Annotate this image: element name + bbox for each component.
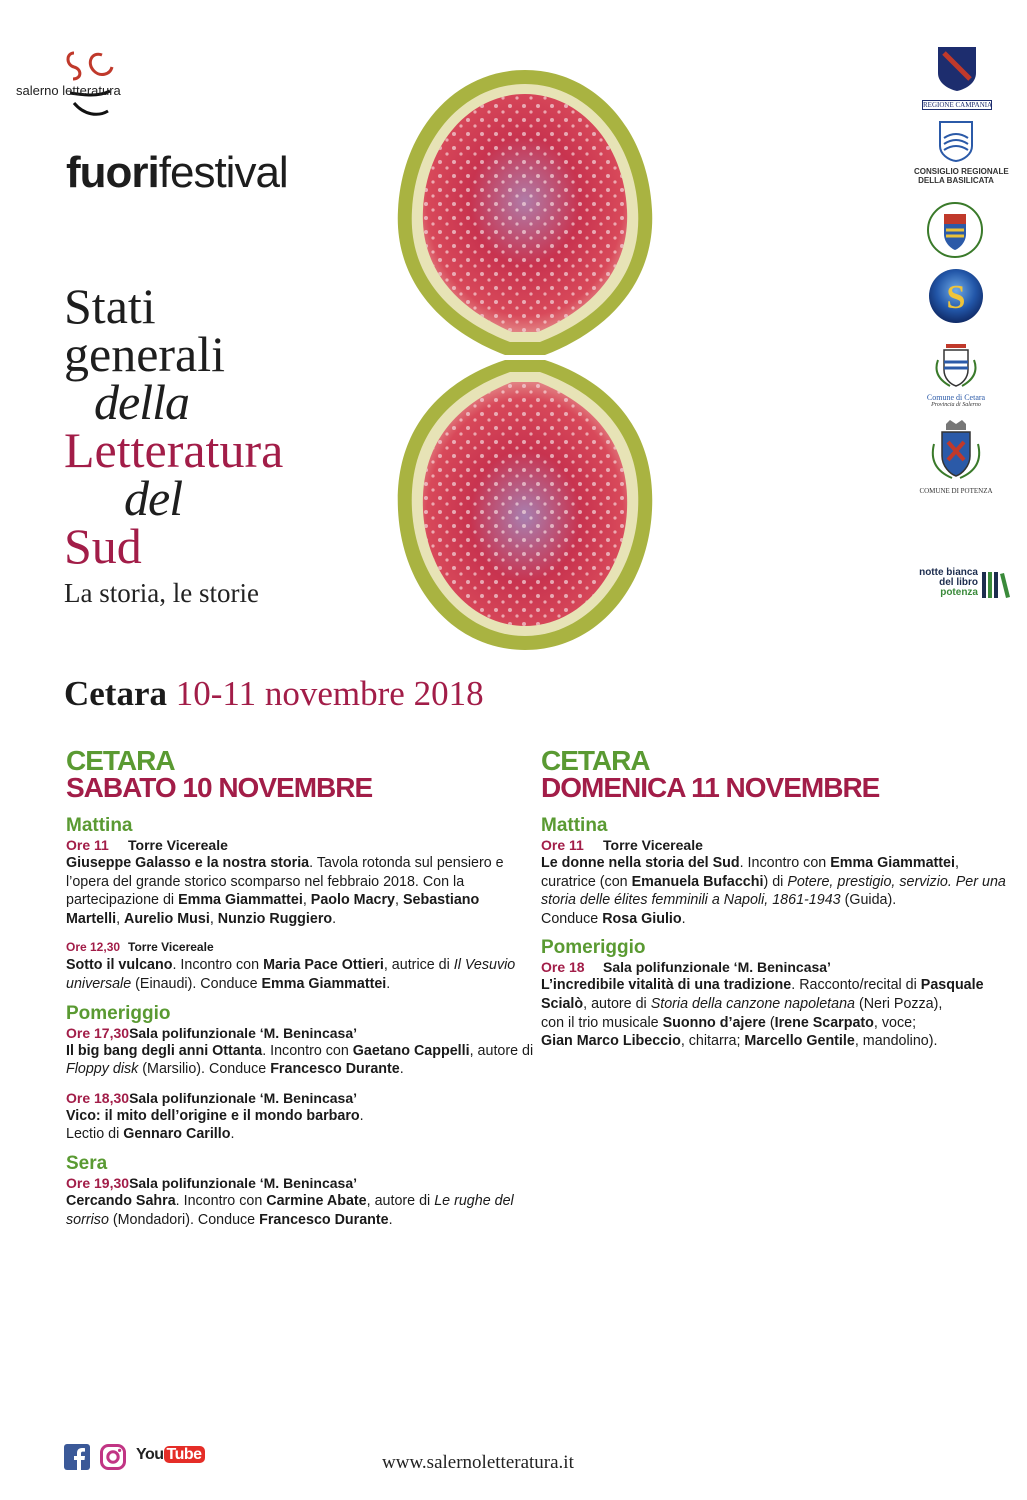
section-title: Pomeriggio xyxy=(541,937,646,959)
event-slot: Ore 18,30Sala polifunzionale ‘M. Benincasa’ xyxy=(66,1089,357,1106)
comune-salerno-logo xyxy=(924,200,986,260)
event-slot: Ore 11 Torre Vicereale xyxy=(66,837,228,853)
notte-line: notte bianca xyxy=(919,567,978,578)
event-slot: Ore 18 Sala polifunzionale ‘M. Benincasa’ xyxy=(541,959,831,976)
column-day: SABATO 10 NOVEMBRE xyxy=(66,772,373,803)
s-emblem-icon xyxy=(928,268,984,324)
event-slot: Ore 19,30Sala polifunzionale ‘M. Benincasa’ xyxy=(66,1174,357,1191)
logo-caption: CONSIGLIO REGIONALE xyxy=(914,167,1009,176)
website-url[interactable]: www.salernoletteratura.it xyxy=(382,1452,574,1473)
dateline-place: Cetara xyxy=(64,674,168,713)
notte-bianca-logo xyxy=(902,568,1012,602)
comune-potenza-logo xyxy=(916,420,996,494)
event-description: Le donne nella storia del Sud. Incontro con Emma Giammattei, curatrice (con Emanuela Bufacchi) di Potere, prestigio, servizio. Per una storia delle élites femminili a Napoli, 1861-1943 (Guida). Conduce Rosa Giulio. xyxy=(541,855,1006,927)
event-description: L’incredibile vitalità di una tradizione. Racconto/recital di Pasquale Scialò, autore di Storia della canzone napoletana (Neri Pozza), con il trio musicale Suonno d’ajere (Irene Scarpato, voce; Gian Marco Libeccio, chitarra; Marcello Gentile, mandolino). xyxy=(541,977,984,1050)
event-description: Il big bang degli anni Ottanta. Incontro con Gaetano Cappelli, autore di Floppy disk (Marsilio). Conduce Francesco Durante. xyxy=(66,1042,534,1078)
cetara-crest-icon xyxy=(916,340,996,388)
event-description: Giuseppe Galasso e la nostra storia. Tavola rotonda sul pensiero e l’opera del grande storico scomparso nel febbraio 2018. Con la partecipazione di Emma Giammattei, Paolo Macry, Sebastiano Martelli, Aurelio Musi, Nunzio Ruggiero. xyxy=(66,855,504,927)
books-icon xyxy=(980,568,1012,600)
facebook-icon[interactable] xyxy=(64,1444,90,1470)
headline-line: del xyxy=(124,470,183,526)
brand-text: salerno letteratura xyxy=(16,83,121,98)
s-logo xyxy=(928,268,984,324)
column-day: DOMENICA 11 NOVEMBRE xyxy=(541,772,880,803)
section-title: Mattina xyxy=(541,815,608,836)
column-place: CETARA xyxy=(66,745,175,776)
section-title: Mattina xyxy=(66,815,133,836)
basilicata-logo xyxy=(914,120,1009,186)
tagline: La storia, le storie xyxy=(64,578,259,608)
logo-caption: Comune di Cetara xyxy=(926,393,986,402)
fig-illustration-icon xyxy=(380,60,670,660)
youtube-you: You xyxy=(136,1446,164,1463)
program-saturday xyxy=(66,745,536,1239)
notte-line: potenza xyxy=(940,587,978,598)
s-letter: S xyxy=(946,279,966,316)
headline xyxy=(64,278,394,574)
section-title: Pomeriggio xyxy=(66,1002,171,1024)
event-slot: Ore 12,30 Torre Vicereale xyxy=(66,940,214,955)
headline-line: Letteratura xyxy=(64,422,284,478)
notte-line: del libro xyxy=(939,577,978,588)
logo-caption: COMUNE DI POTENZA xyxy=(919,487,993,495)
event-description: Cercando Sahra. Incontro con Carmine Abate, autore di Le rughe del sorriso (Mondadori). Conduce Francesco Durante. xyxy=(66,1192,514,1228)
event-slot: Ore 11 Torre Vicereale xyxy=(541,837,703,853)
youtube-icon[interactable] xyxy=(136,1446,205,1464)
brand-logo xyxy=(14,45,154,125)
potenza-crest-icon xyxy=(916,420,996,482)
logo-caption: DELLA BASILICATA xyxy=(918,176,994,185)
campania-crest-icon xyxy=(922,45,992,93)
event-description: Vico: il mito dell’origine e il mondo barbaro. Lectio di Gennaro Carillo. xyxy=(66,1107,364,1143)
comune-cetara-logo xyxy=(916,340,996,412)
section-title: Sera xyxy=(66,1152,108,1174)
headline-line: Stati xyxy=(64,278,156,334)
column-place: CETARA xyxy=(541,745,650,776)
event-description: Sotto il vulcano. Incontro con Maria Pace Ottieri, autrice di Il Vesuvio universale (Einaudi). Conduce Emma Giammattei. xyxy=(66,957,516,992)
basilicata-crest-icon xyxy=(914,120,998,162)
salerno-crest-icon xyxy=(924,200,986,260)
headline-line: della xyxy=(94,374,189,430)
logo-caption: Provincia di Salerno xyxy=(931,402,981,408)
logo-caption: REGIONE CAMPANIA xyxy=(923,101,993,109)
dateline-dates: 10-11 novembre 2018 xyxy=(175,674,484,713)
headline-line: Sud xyxy=(64,518,142,574)
headline-line: generali xyxy=(64,326,226,382)
instagram-icon[interactable] xyxy=(100,1444,126,1470)
youtube-tube: Tube xyxy=(164,1446,205,1463)
event-slot: Ore 17,30Sala polifunzionale ‘M. Benincasa’ xyxy=(66,1024,357,1041)
program-sunday xyxy=(541,745,1011,1061)
event-name: fuorifestival xyxy=(66,148,288,197)
regione-campania-logo xyxy=(922,45,993,109)
event-dateline xyxy=(64,674,484,714)
